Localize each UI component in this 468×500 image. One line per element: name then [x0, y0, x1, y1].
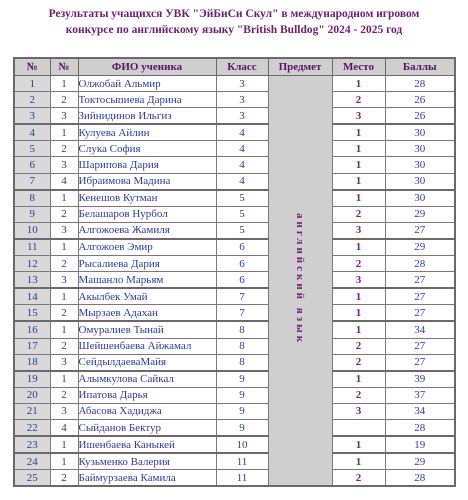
table-row	[14, 173, 455, 190]
student-name: Абасова Хадиджа	[78, 403, 216, 419]
row-group-number: 4	[50, 419, 78, 436]
student-place	[332, 419, 385, 436]
student-name: Сыйданов Бектур	[78, 419, 216, 436]
student-name: Алымкулова Сайкал	[78, 371, 216, 388]
row-number: 15	[14, 305, 50, 322]
row-number: 22	[14, 419, 50, 436]
student-place: 2	[332, 354, 385, 371]
student-name: Зийнидинов Ильгиз	[78, 108, 216, 125]
student-score: 34	[385, 321, 455, 338]
student-place: 1	[332, 157, 385, 173]
table-row	[14, 453, 455, 470]
student-name: СейдылдаеваМайя	[78, 354, 216, 371]
row-number: 23	[14, 436, 50, 453]
student-class: 6	[216, 256, 268, 272]
table-row	[14, 124, 455, 141]
table-row	[14, 222, 455, 239]
table-row	[14, 157, 455, 173]
student-score: 29	[385, 453, 455, 470]
student-score: 27	[385, 222, 455, 239]
student-score: 27	[385, 354, 455, 371]
student-place: 1	[332, 239, 385, 256]
document-title	[0, 6, 468, 38]
student-name: Слука София	[78, 141, 216, 157]
student-class: 9	[216, 371, 268, 388]
student-place: 1	[332, 371, 385, 388]
row-number: 21	[14, 403, 50, 419]
student-place: 1	[332, 288, 385, 305]
student-place: 1	[332, 141, 385, 157]
student-score: 37	[385, 387, 455, 403]
row-group-number: 2	[50, 387, 78, 403]
row-group-number: 2	[50, 206, 78, 222]
student-name: Акылбек Умай	[78, 288, 216, 305]
student-class: 3	[216, 76, 268, 92]
student-score: 27	[385, 305, 455, 322]
student-name: Ибраимова Мадина	[78, 173, 216, 190]
student-name: Омуралиев Тынай	[78, 321, 216, 338]
student-name: Алгожоева Жамиля	[78, 222, 216, 239]
student-class: 5	[216, 190, 268, 207]
student-place: 1	[332, 76, 385, 92]
row-group-number: 2	[50, 92, 78, 108]
student-name: Баймурзаева Камила	[78, 470, 216, 487]
header-subject: Предмет	[268, 58, 332, 76]
subject-cell	[268, 76, 332, 487]
row-number: 1	[14, 76, 50, 92]
table-body	[14, 76, 455, 487]
row-group-number: 1	[50, 288, 78, 305]
table-row	[14, 288, 455, 305]
student-class: 9	[216, 419, 268, 436]
row-number: 7	[14, 173, 50, 190]
results-table	[13, 57, 456, 487]
row-group-number: 1	[50, 371, 78, 388]
student-score: 28	[385, 76, 455, 92]
student-name: Мырзаев Адахан	[78, 305, 216, 322]
student-score: 39	[385, 371, 455, 388]
student-place: 2	[332, 338, 385, 354]
row-number: 25	[14, 470, 50, 487]
student-score: 30	[385, 124, 455, 141]
table-row	[14, 338, 455, 354]
student-score: 27	[385, 338, 455, 354]
student-class: 9	[216, 387, 268, 403]
student-class: 3	[216, 92, 268, 108]
header-score: Баллы	[385, 58, 455, 76]
row-group-number: 2	[50, 305, 78, 322]
table-row	[14, 305, 455, 322]
table-row	[14, 206, 455, 222]
header-student-name: ФИО ученика	[78, 58, 216, 76]
row-group-number: 3	[50, 222, 78, 239]
row-number: 12	[14, 256, 50, 272]
student-name: Токтосыпиева Дарина	[78, 92, 216, 108]
student-place: 2	[332, 256, 385, 272]
row-group-number: 1	[50, 124, 78, 141]
table-header-row	[14, 58, 455, 76]
row-group-number: 3	[50, 272, 78, 289]
student-class: 7	[216, 305, 268, 322]
row-number: 18	[14, 354, 50, 371]
student-name: Олжобай Альмир	[78, 76, 216, 92]
student-name: Кенешов Кутман	[78, 190, 216, 207]
student-score: 30	[385, 190, 455, 207]
table-row	[14, 272, 455, 289]
title-line-1: Результаты учащихся УВК "ЭйБиСи Скул" в международном игровом	[48, 8, 420, 20]
student-class: 5	[216, 206, 268, 222]
table-row	[14, 470, 455, 487]
student-class: 6	[216, 272, 268, 289]
row-group-number: 1	[50, 239, 78, 256]
row-number: 16	[14, 321, 50, 338]
row-group-number: 1	[50, 190, 78, 207]
row-number: 13	[14, 272, 50, 289]
row-group-number: 4	[50, 173, 78, 190]
student-place: 2	[332, 92, 385, 108]
student-score: 28	[385, 419, 455, 436]
student-score: 26	[385, 92, 455, 108]
table-row	[14, 141, 455, 157]
student-name: Шейшенбаева Айжамал	[78, 338, 216, 354]
table-row	[14, 256, 455, 272]
row-group-number: 2	[50, 338, 78, 354]
student-name: Ипатова Дарья	[78, 387, 216, 403]
student-place: 2	[332, 387, 385, 403]
header-number: №	[14, 58, 50, 76]
student-place: 2	[332, 470, 385, 487]
student-score: 30	[385, 141, 455, 157]
row-number: 4	[14, 124, 50, 141]
header-place: Место	[332, 58, 385, 76]
student-class: 5	[216, 222, 268, 239]
table-row	[14, 321, 455, 338]
student-place: 1	[332, 453, 385, 470]
student-name: Алгожоев Эмир	[78, 239, 216, 256]
row-number: 11	[14, 239, 50, 256]
table-row	[14, 403, 455, 419]
student-class: 6	[216, 239, 268, 256]
student-place: 1	[332, 436, 385, 453]
student-score: 28	[385, 256, 455, 272]
student-class: 8	[216, 321, 268, 338]
table-row	[14, 387, 455, 403]
student-class: 4	[216, 124, 268, 141]
student-class: 4	[216, 173, 268, 190]
table-row	[14, 92, 455, 108]
student-class: 8	[216, 338, 268, 354]
row-group-number: 2	[50, 470, 78, 487]
table-row	[14, 190, 455, 207]
student-class: 11	[216, 470, 268, 487]
student-score: 26	[385, 108, 455, 125]
row-group-number: 2	[50, 141, 78, 157]
student-name: Ишенбаева Каныкей	[78, 436, 216, 453]
student-class: 4	[216, 157, 268, 173]
student-score: 27	[385, 272, 455, 289]
row-number: 2	[14, 92, 50, 108]
header-class: Класс	[216, 58, 268, 76]
table-row	[14, 76, 455, 92]
table-row	[14, 108, 455, 125]
student-name: Рысалиева Дария	[78, 256, 216, 272]
student-place: 1	[332, 190, 385, 207]
student-score: 30	[385, 157, 455, 173]
row-group-number: 1	[50, 453, 78, 470]
student-score: 34	[385, 403, 455, 419]
header-group-number: №	[50, 58, 78, 76]
table-row	[14, 239, 455, 256]
student-name: Кулуева Айлин	[78, 124, 216, 141]
student-place: 1	[332, 124, 385, 141]
row-group-number: 3	[50, 108, 78, 125]
student-place: 3	[332, 108, 385, 125]
row-number: 17	[14, 338, 50, 354]
row-number: 10	[14, 222, 50, 239]
student-score: 29	[385, 239, 455, 256]
row-number: 14	[14, 288, 50, 305]
row-number: 19	[14, 371, 50, 388]
student-place: 1	[332, 305, 385, 322]
student-score: 30	[385, 173, 455, 190]
row-number: 24	[14, 453, 50, 470]
subject-label: английский язык	[294, 212, 306, 345]
student-place: 1	[332, 173, 385, 190]
table-row	[14, 436, 455, 453]
student-name: Шарипова Дария	[78, 157, 216, 173]
student-class: 11	[216, 453, 268, 470]
row-number: 20	[14, 387, 50, 403]
table-row	[14, 354, 455, 371]
row-group-number: 1	[50, 76, 78, 92]
title-line-2: конкурсе по английскому языку "British Bulldog" 2024 - 2025 год	[65, 24, 403, 36]
row-group-number: 1	[50, 436, 78, 453]
row-group-number: 2	[50, 256, 78, 272]
student-place: 3	[332, 272, 385, 289]
row-group-number: 1	[50, 321, 78, 338]
student-place: 3	[332, 403, 385, 419]
student-class: 4	[216, 141, 268, 157]
row-group-number: 3	[50, 354, 78, 371]
student-class: 7	[216, 288, 268, 305]
row-number: 9	[14, 206, 50, 222]
student-score: 28	[385, 470, 455, 487]
student-class: 9	[216, 403, 268, 419]
row-number: 6	[14, 157, 50, 173]
student-name: Белашаров Нурбол	[78, 206, 216, 222]
table-row	[14, 419, 455, 436]
student-class: 3	[216, 108, 268, 125]
student-place: 1	[332, 321, 385, 338]
student-class: 8	[216, 354, 268, 371]
student-class: 10	[216, 436, 268, 453]
student-score: 29	[385, 206, 455, 222]
student-score: 27	[385, 288, 455, 305]
row-group-number: 3	[50, 157, 78, 173]
student-place: 2	[332, 206, 385, 222]
row-number: 3	[14, 108, 50, 125]
row-group-number: 3	[50, 403, 78, 419]
student-name: Машанло Марьям	[78, 272, 216, 289]
row-number: 8	[14, 190, 50, 207]
table-row	[14, 371, 455, 388]
row-number: 5	[14, 141, 50, 157]
student-place: 3	[332, 222, 385, 239]
student-score: 19	[385, 436, 455, 453]
student-name: Кузьменко Валерия	[78, 453, 216, 470]
